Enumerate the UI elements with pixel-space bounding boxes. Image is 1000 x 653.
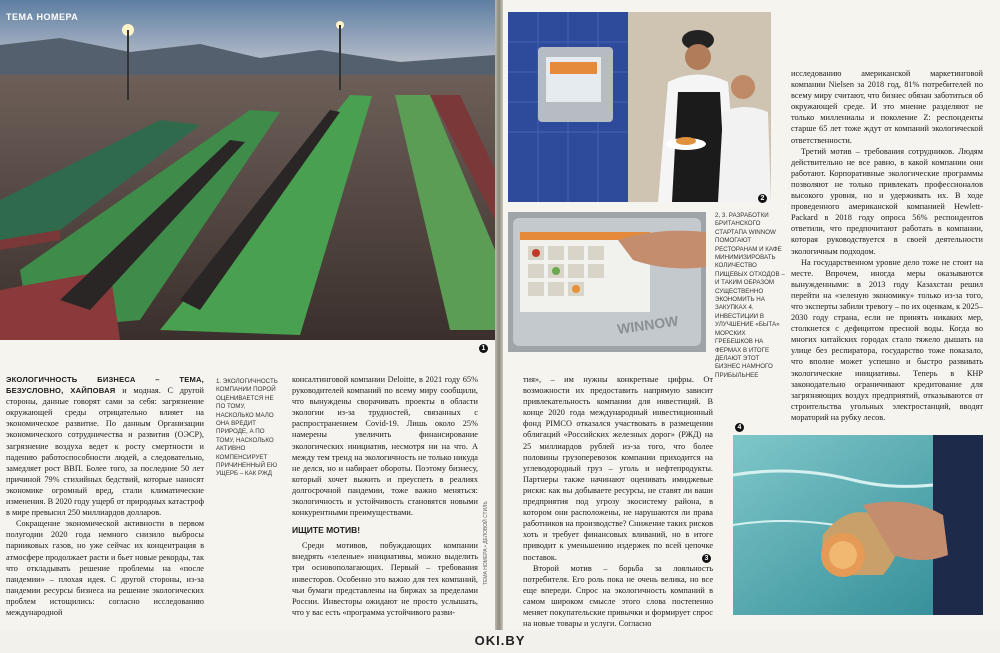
section-label: ТЕМА НОМЕРА <box>6 12 79 22</box>
col3-paragraph-1: тия», – им нужны конкретные цифры. От возможности их предоставить напрямую зависит привлекательность компании для инвестиций. В конце 2020 года международный инвестиционный фонд PIMCO отказался участвовать в размещении облигаций «Российских железных дорог» (РЖД) на 25 миллиардов рублей из-за того, что более половины грузоперевозок компании приходится на углеводородный груз – уголь и нефтепродукты. Партнеры также начинают оценивать имиджевые риски: как вы добываете ресурсы, не ставят ли ваши предприятия под угрозу экосистему района, в котором они расположены, не нарушаются ли права работников на производстве? Снижение таких рисков хоть и требует финансовых вливаний, но в итоге приводит к уменьшению издержек по всей цепочке поставок. <box>523 375 714 562</box>
section-heading: ИЩИТЕ МОТИВ! <box>292 525 361 536</box>
col2-paragraph-1: консалтинговой компании Deloitte, в 2021 году 65% руководителей компаний по всему миру сообщили, что вынуждены сворачивать проекты в области экологии из-за трудностей, связанных с распространением Covid-19. Лишь около 25% намерены увеличить финансирование экологических инициатив, несмотря ни на что. А между тем тренд на экологичность не только никуда не делся, но и набирает обороты. Поэтому бизнесу, который хочет выжить и преуспеть в реалиях долгосрочной пандемии, тоже важно меняться: экологичность и устойчивость становятся новыми конкурентными преимуществами. <box>292 375 478 518</box>
lead-text: ЭКОЛОГИЧНОСТЬ БИЗНЕСА – ТЕМА, БЕЗУСЛОВНО, ХАЙПОВАЯ <box>6 375 204 396</box>
col1-paragraph-2: Сокращение экономической активности в первом полугодии 2020 года немного снизило выбросы парниковых газов, но уже сейчас их концентрация в атмосфере продолжает расти и бьет новые рекорды, так что откладывать решение проблемы на «после пандемии» – плохая идея. С другой стороны, из-за пандемии ресурсы бизнеса на решение экологических проблем истощились: согласно исследованию международной <box>6 519 204 617</box>
chefs-photo <box>508 12 771 202</box>
column-4 <box>791 68 983 423</box>
railway-photo <box>0 0 495 352</box>
left-page <box>0 0 495 630</box>
spine-text: ТЕМА НОМЕРА • ДЕЛОВОЙ СТИЛЬ <box>483 501 489 585</box>
book-spine <box>495 0 503 630</box>
col3-paragraph-2: Второй мотив – борьба за лояльность потребителя. Его роль пока не очень велика, но все еще впереди. Спрос на экологичность компаний в самом широком смысле этого слова постепенно меняет покупательские привычки и формирует спрос на новые товары и услуги. Согласно <box>523 563 713 629</box>
col1-paragraph-1: и модная. С другой стороны, данные говорят сами за себя: загрязнение окружающей среды отрицательно влияет на экономическое развитие. По данным Организации экономического сотрудничества и развития (ОЭСР), загрязнение воздуха ведет к росту смертности и падению работоспособности людей, а следовательно, замедляет рост ВВП. Более того, за последние 50 лет причиной 79% стихийных бедствий, которые наносят экономике огромный вред, стали климатические изменения. В 2020 году ущерб от природных катастроф в мире превысил 250 миллиардов долларов. <box>6 386 204 518</box>
photo-number: 2 <box>758 194 767 203</box>
caption-right: 2, 3. РАЗРАБОТКИ БРИТАНСКОГО СТАРТАПА WINNOW ПОМОГАЮТ РЕСТОРАНАМ И КАФЕ МИНИМИЗИРОВАТЬ КОЛИЧЕСТВО ПИЩЕВЫХ ОТХОДОВ – И ТАКИМ ОБРАЗОМ СУЩЕСТВЕННО ЭКОНОМИТЬ НА ЗАКУПКАХ 4. ИНВЕСТИЦИИ В УЛУЧШЕНИЕ «БЫТА» МОРСКИХ ГРЕБЕШКОВ НА ФЕРМАХ В ИТОГЕ ДЕЛАЮТ ЭТОТ БИЗНЕС НАМНОГО ПРИБЫЛЬНЕЕ <box>715 212 785 379</box>
scallop-photo <box>733 424 983 615</box>
column-2 <box>292 374 478 618</box>
col2-paragraph-2: Среди мотивов, побуждающих компании внедрять «зеленые» инициативы, можно выделить три основополагающих. Первый – требования инвесторов. Особенно это важно для тех компаний, чьи бумаги представлены на биржах за пределами России. Инвесторы ожидают не просто услышать, что у вас есть «программа устойчивого разви- <box>292 541 478 617</box>
caption-left: 1. ЭКОЛОГИЧНОСТЬ КОМПАНИИ ПОРОЙ ОЦЕНИВАЕТСЯ НЕ ПО ТОМУ, НАСКОЛЬКО МАЛО ОНА ВРЕДИТ ПРИРОДЕ, А ПО ТОМУ, НАСКОЛЬКО АКТИВНО КОМПЕНСИРУЕТ ПРИЧИНЕННЫЙ ЕЮ УЩЕРБ – КАК РЖД <box>216 378 278 478</box>
col4-paragraph-2: Третий мотив – требования сотрудников. Людям действительно не все равно, в какой компании они работают. Корпоративные экологические программы позволяют не только привлекать профессионалов высокого уровня, но и удерживать их. В ходе проведенного американской компанией Hewlett-Packard в 2018 году опроса 56% респондентов ответили, что предпочитают работать в компании, которая руководствуется в своей деятельности экологичным подходом. <box>791 146 983 256</box>
photo-number: 3 <box>702 554 711 563</box>
winnow-logo: WINNOW <box>616 312 680 337</box>
photo-number: 4 <box>735 423 744 432</box>
chefs-illustration <box>508 12 771 202</box>
site-watermark: OKI.BY <box>474 633 526 648</box>
photo-number: 1 <box>479 344 488 353</box>
col4-paragraph-1: исследованию американской маркетинговой компании Nielsen за 2018 год, 81% потребителей по всему миру считают, что бизнес обязан заботиться об окружающей среде. И это мнение разделяют не только миллениалы и поколение Z: респонденты старше 65 лет тоже ждут от компаний экологической ответственности. <box>791 69 983 145</box>
col4-paragraph-3: На государственном уровне дело тоже не стоит на месте. Впрочем, иногда меры оказываются вынужденными: в 2013 году Казахстан решил перейти на «зеленую экономику» только из-за того, что эксперты забили тревогу – по их оценкам, к 2025–2030 году страна, если не принять никаких мер, столкнется с дефицитом пресной воды. Когда во многих китайских городах стало тяжело дышать на улице без респиратора, государство тоже показало, что вполне может успешно и быстро развивать экологические инициативы. Теперь в КНР законодательно ограничивают кредитование для загрязняющих воздух предприятий, отказываются от строительства угольных электростанций, вводят мораторий на рубку лесов. <box>791 257 983 422</box>
column-1 <box>6 374 204 618</box>
scallop-illustration <box>733 435 983 615</box>
railway-illustration <box>0 0 495 340</box>
right-page <box>503 0 1000 630</box>
tablet-illustration <box>508 212 706 352</box>
column-3 <box>523 374 713 629</box>
